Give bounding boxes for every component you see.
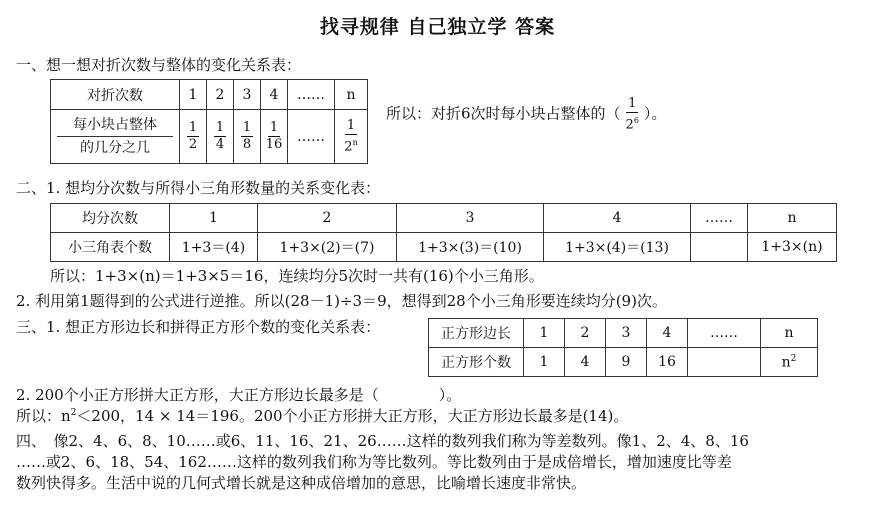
square-count-cell: 1 — [524, 348, 565, 377]
square-count-cell — [688, 348, 761, 377]
split-table — [50, 203, 837, 262]
fold-count-cell: 4 — [261, 80, 288, 110]
split-row2-label: 小三角表个数 — [51, 233, 170, 262]
fold-row2-label-a: 每小块占整体 — [73, 117, 157, 133]
split-count-cell: …… — [691, 204, 748, 233]
triangle-count-cell — [691, 233, 748, 262]
split-conclusion: 所以：1+3×(n)＝1+3×5＝16，连续均分5次时一共有(16)个小三角形。 — [50, 267, 544, 285]
side-length-cell: n — [761, 319, 818, 348]
page-title: 找寻规律 自己独立学 答案 — [319, 16, 556, 38]
square-row2-label: 正方形个数 — [429, 348, 524, 377]
fold-table — [50, 79, 368, 164]
fold-count-cell: 3 — [234, 80, 261, 110]
split-question-2: 2. 利用第1题得到的公式进行逆推。所以(28－1)÷3＝9，想得到28个小三角形要连续均分(9)次。 — [16, 292, 667, 310]
square-count-cell: 4 — [565, 348, 606, 377]
side-length-cell: 2 — [565, 319, 606, 348]
triangle-count-cell: 1+3×(n) — [748, 233, 837, 262]
fold-row2-label — [51, 110, 180, 164]
section-1-heading: 一、想一想对折次数与整体的变化关系表： — [16, 56, 302, 74]
triangle-count-cell: 1+3＝(4) — [170, 233, 258, 262]
triangle-count-cell: 1+3×(4)＝(13) — [544, 233, 691, 262]
split-count-cell: 1 — [170, 204, 258, 233]
fraction-cell: $\frac{1}{2^n}$ — [335, 110, 368, 164]
section-4-line-2: ……或2、6、18、54、162……这样的数列我们称为等比数列。等比数列由于是成倍增长，增加速度比等差 — [16, 453, 732, 471]
side-length-cell: 3 — [606, 319, 647, 348]
fraction-cell: $\frac{1}{4}$ — [207, 110, 234, 164]
square-count-cell: 9 — [606, 348, 647, 377]
fraction-cell: $\frac{1}{2}$ — [180, 110, 207, 164]
fold-count-cell: 1 — [180, 80, 207, 110]
fraction-cell: $\frac{1}{8}$ — [234, 110, 261, 164]
split-count-cell: 4 — [544, 204, 691, 233]
section-4-line-3: 数列快得多。生活中说的几何式增长就是这种成倍增加的意思，比喻增长速度非常快。 — [16, 474, 587, 492]
answer-fraction: $\frac{1}{2^6}$ — [625, 96, 639, 133]
fold-count-cell: 2 — [207, 80, 234, 110]
fold-row2-label-b: 的几分之几 — [57, 136, 173, 159]
fraction-cell: $\frac{1}{16}$ — [261, 110, 288, 164]
triangle-count-cell: 1+3×(2)＝(7) — [258, 233, 397, 262]
split-row1-label: 均分次数 — [51, 204, 170, 233]
side-length-cell: 4 — [647, 319, 688, 348]
section-4-line-1: 四、 像2、4、6、8、10……或6、11、16、21、26……这样的数列我们称为等差数列。像1、2、4、8、16 — [16, 432, 749, 450]
fold-count-cell: n — [335, 80, 368, 110]
side-length-cell: …… — [688, 319, 761, 348]
section-3-heading: 三、1. 想正方形边长和拼得正方形个数的变化关系表： — [16, 318, 381, 336]
square-question-2: 2. 200个小正方形拼大正方形，大正方形边长最多是（ ）。 — [16, 386, 462, 404]
fold-count-cell: …… — [288, 80, 335, 110]
fold-answer: 所以：对折6次时每小块占整体的（ $\frac{1}{2^6}$ ）。 — [386, 96, 667, 133]
fraction-dots-cell: …… — [288, 110, 335, 164]
square-count-cell: $n^2$ — [761, 348, 818, 377]
square-row1-label: 正方形边长 — [429, 319, 524, 348]
split-count-cell: 2 — [258, 204, 397, 233]
fold-row1-label: 对折次数 — [51, 80, 180, 110]
square-table — [428, 318, 818, 377]
split-count-cell: 3 — [397, 204, 544, 233]
square-answer: 所以：$n^2<200$，14 × 14＝196。200个小正方形拼大正方形，大正方形边长最多是(14)。 — [16, 407, 629, 425]
side-length-cell: 1 — [524, 319, 565, 348]
triangle-count-cell: 1+3×(3)＝(10) — [397, 233, 544, 262]
section-2-heading: 二、1. 想均分次数与所得小三角形数量的关系变化表： — [16, 179, 381, 197]
split-count-cell: n — [748, 204, 837, 233]
square-count-cell: 16 — [647, 348, 688, 377]
